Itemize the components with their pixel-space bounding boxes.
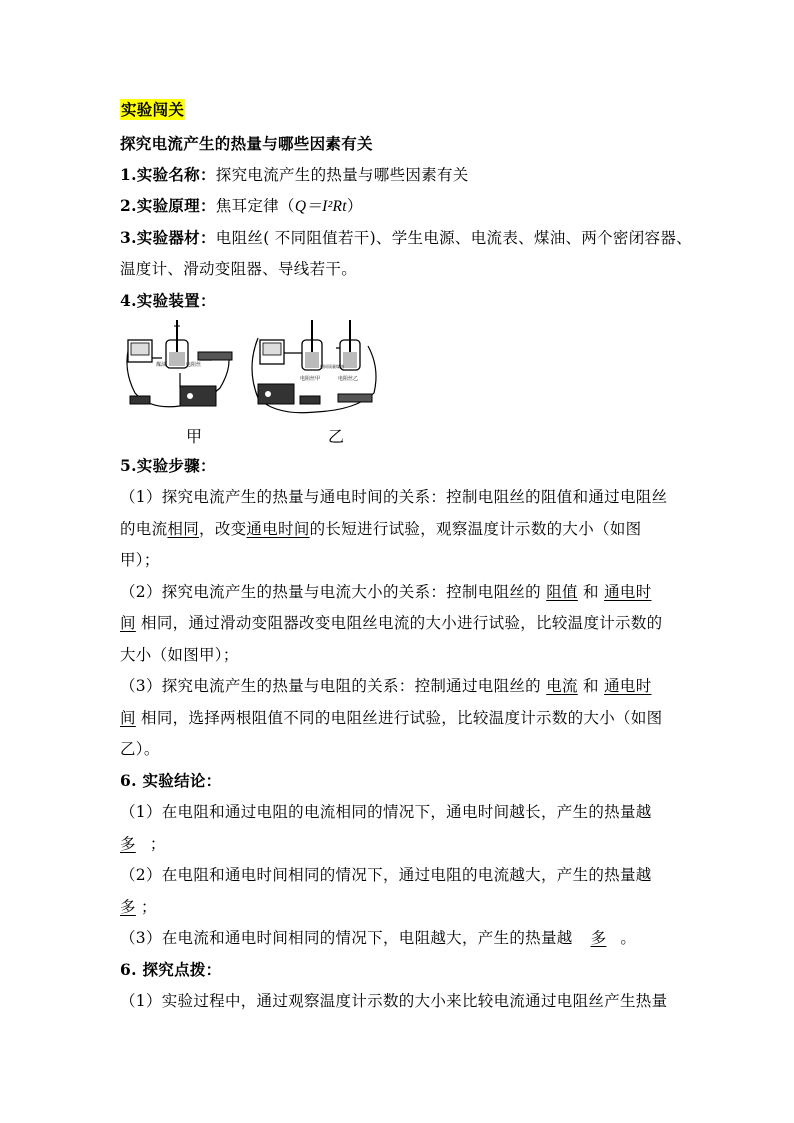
answer-blank: 多 [590, 929, 607, 947]
item-apparatus: 4.实验装置： [120, 291, 216, 310]
step3-line3: 乙）。 [120, 740, 160, 758]
topic-heading: 探究电流产生的热量与哪些因素有关 [120, 134, 373, 153]
rheostat-icon [338, 394, 372, 402]
figure-caption-yi: 乙 [328, 427, 345, 446]
power-supply-icon [180, 386, 216, 406]
answer-blank: 相同 [167, 520, 200, 538]
figure-caption-jia: 甲 [186, 427, 203, 446]
step2-line2: 间 相同，通过滑动变阻器改变电阻丝电流的大小进行试验，比较温度计示数的 [120, 614, 663, 632]
answer-blank: 通电时间 [246, 520, 310, 538]
item-conclusion: 6. 实验结论： [120, 771, 222, 790]
conclusion1-line1: （1）在电阻和通过电阻的电流相同的情况下，通电时间越长，产生的热量越 [120, 803, 652, 821]
conclusion2-line2: 多 ； [120, 898, 157, 916]
svg-text:电阻丝: 电阻丝 [186, 362, 202, 368]
item-experiment-name: 1.实验名称：探究电流产生的热量与哪些因素有关 [120, 165, 469, 184]
answer-blank: 间 [120, 709, 136, 727]
apparatus-figure-jia [120, 318, 240, 418]
item-steps: 5.实验步骤： [120, 456, 216, 475]
svg-text:煤油: 煤油 [156, 362, 167, 368]
conclusion1-line2: 多 ； [120, 835, 166, 853]
step3-line1: （3）探究电流产生的热量与电阻的关系：控制通过电阻丝的 电流 和 通电时 [120, 677, 652, 695]
conclusion3-line1: （3）在电流和通电时间相同的情况下，电阻越大，产生的热量越 多 。 [120, 929, 637, 947]
item-equipment-cont: 温度计、滑动变阻器、导线若干。 [120, 260, 358, 278]
step1-line3: 甲）； [120, 551, 160, 569]
rheostat-icon [198, 352, 232, 360]
section-title: 实验闯关 [121, 100, 185, 119]
answer-blank: 阻值 [546, 583, 578, 601]
item-equipment: 3.实验器材：电阻丝( 不同阻值若干)、学生电源、电流表、煤油、两个密闭容器、 [120, 228, 692, 247]
answer-blank: 间 [120, 614, 136, 632]
step1-line1: （1）探究电流产生的热量与通电时间的关系：控制电阻丝的阻值和通过电阻丝 [120, 488, 668, 506]
joule-formula: Q＝I²Rt [294, 198, 347, 215]
answer-blank: 通电时 [604, 583, 652, 601]
answer-blank: 多 [120, 898, 136, 916]
switch-icon [130, 396, 150, 404]
answer-blank: 通电时 [604, 677, 652, 695]
svg-text:相同质量煤油: 相同质量煤油 [320, 364, 344, 369]
power-supply-icon [258, 384, 294, 404]
item-tips: 6. 探究点拨： [120, 960, 222, 979]
step3-line2: 间 相同，选择两根阻值不同的电阻丝进行试验，比较温度计示数的大小（如图 [120, 709, 663, 727]
switch-icon [300, 396, 320, 404]
answer-blank: 电流 [546, 677, 578, 695]
item-principle: 2.实验原理：焦耳定律（Q＝I²Rt） [120, 196, 363, 215]
answer-blank: 多 [120, 835, 136, 853]
apparatus-figure-yi [246, 318, 381, 418]
svg-text:电阻丝乙: 电阻丝乙 [338, 376, 359, 382]
step1-line2: 的电流相同，改变通电时间的长短进行试验，观察温度计示数的大小（如图 [120, 520, 642, 538]
step2-line3: 大小（如图甲）； [120, 646, 239, 664]
step2-line1: （2）探究电流产生的热量与电流大小的关系：控制电阻丝的 阻值 和 通电时 [120, 583, 652, 601]
tip1-line1: （1）实验过程中，通过观察温度计示数的大小来比较电流通过电阻丝产生热量 [120, 992, 668, 1010]
svg-text:电阻丝甲: 电阻丝甲 [300, 376, 321, 382]
conclusion2-line1: （2）在电阻和通电时间相同的情况下，通过电阻的电流越大，产生的热量越 [120, 866, 652, 884]
